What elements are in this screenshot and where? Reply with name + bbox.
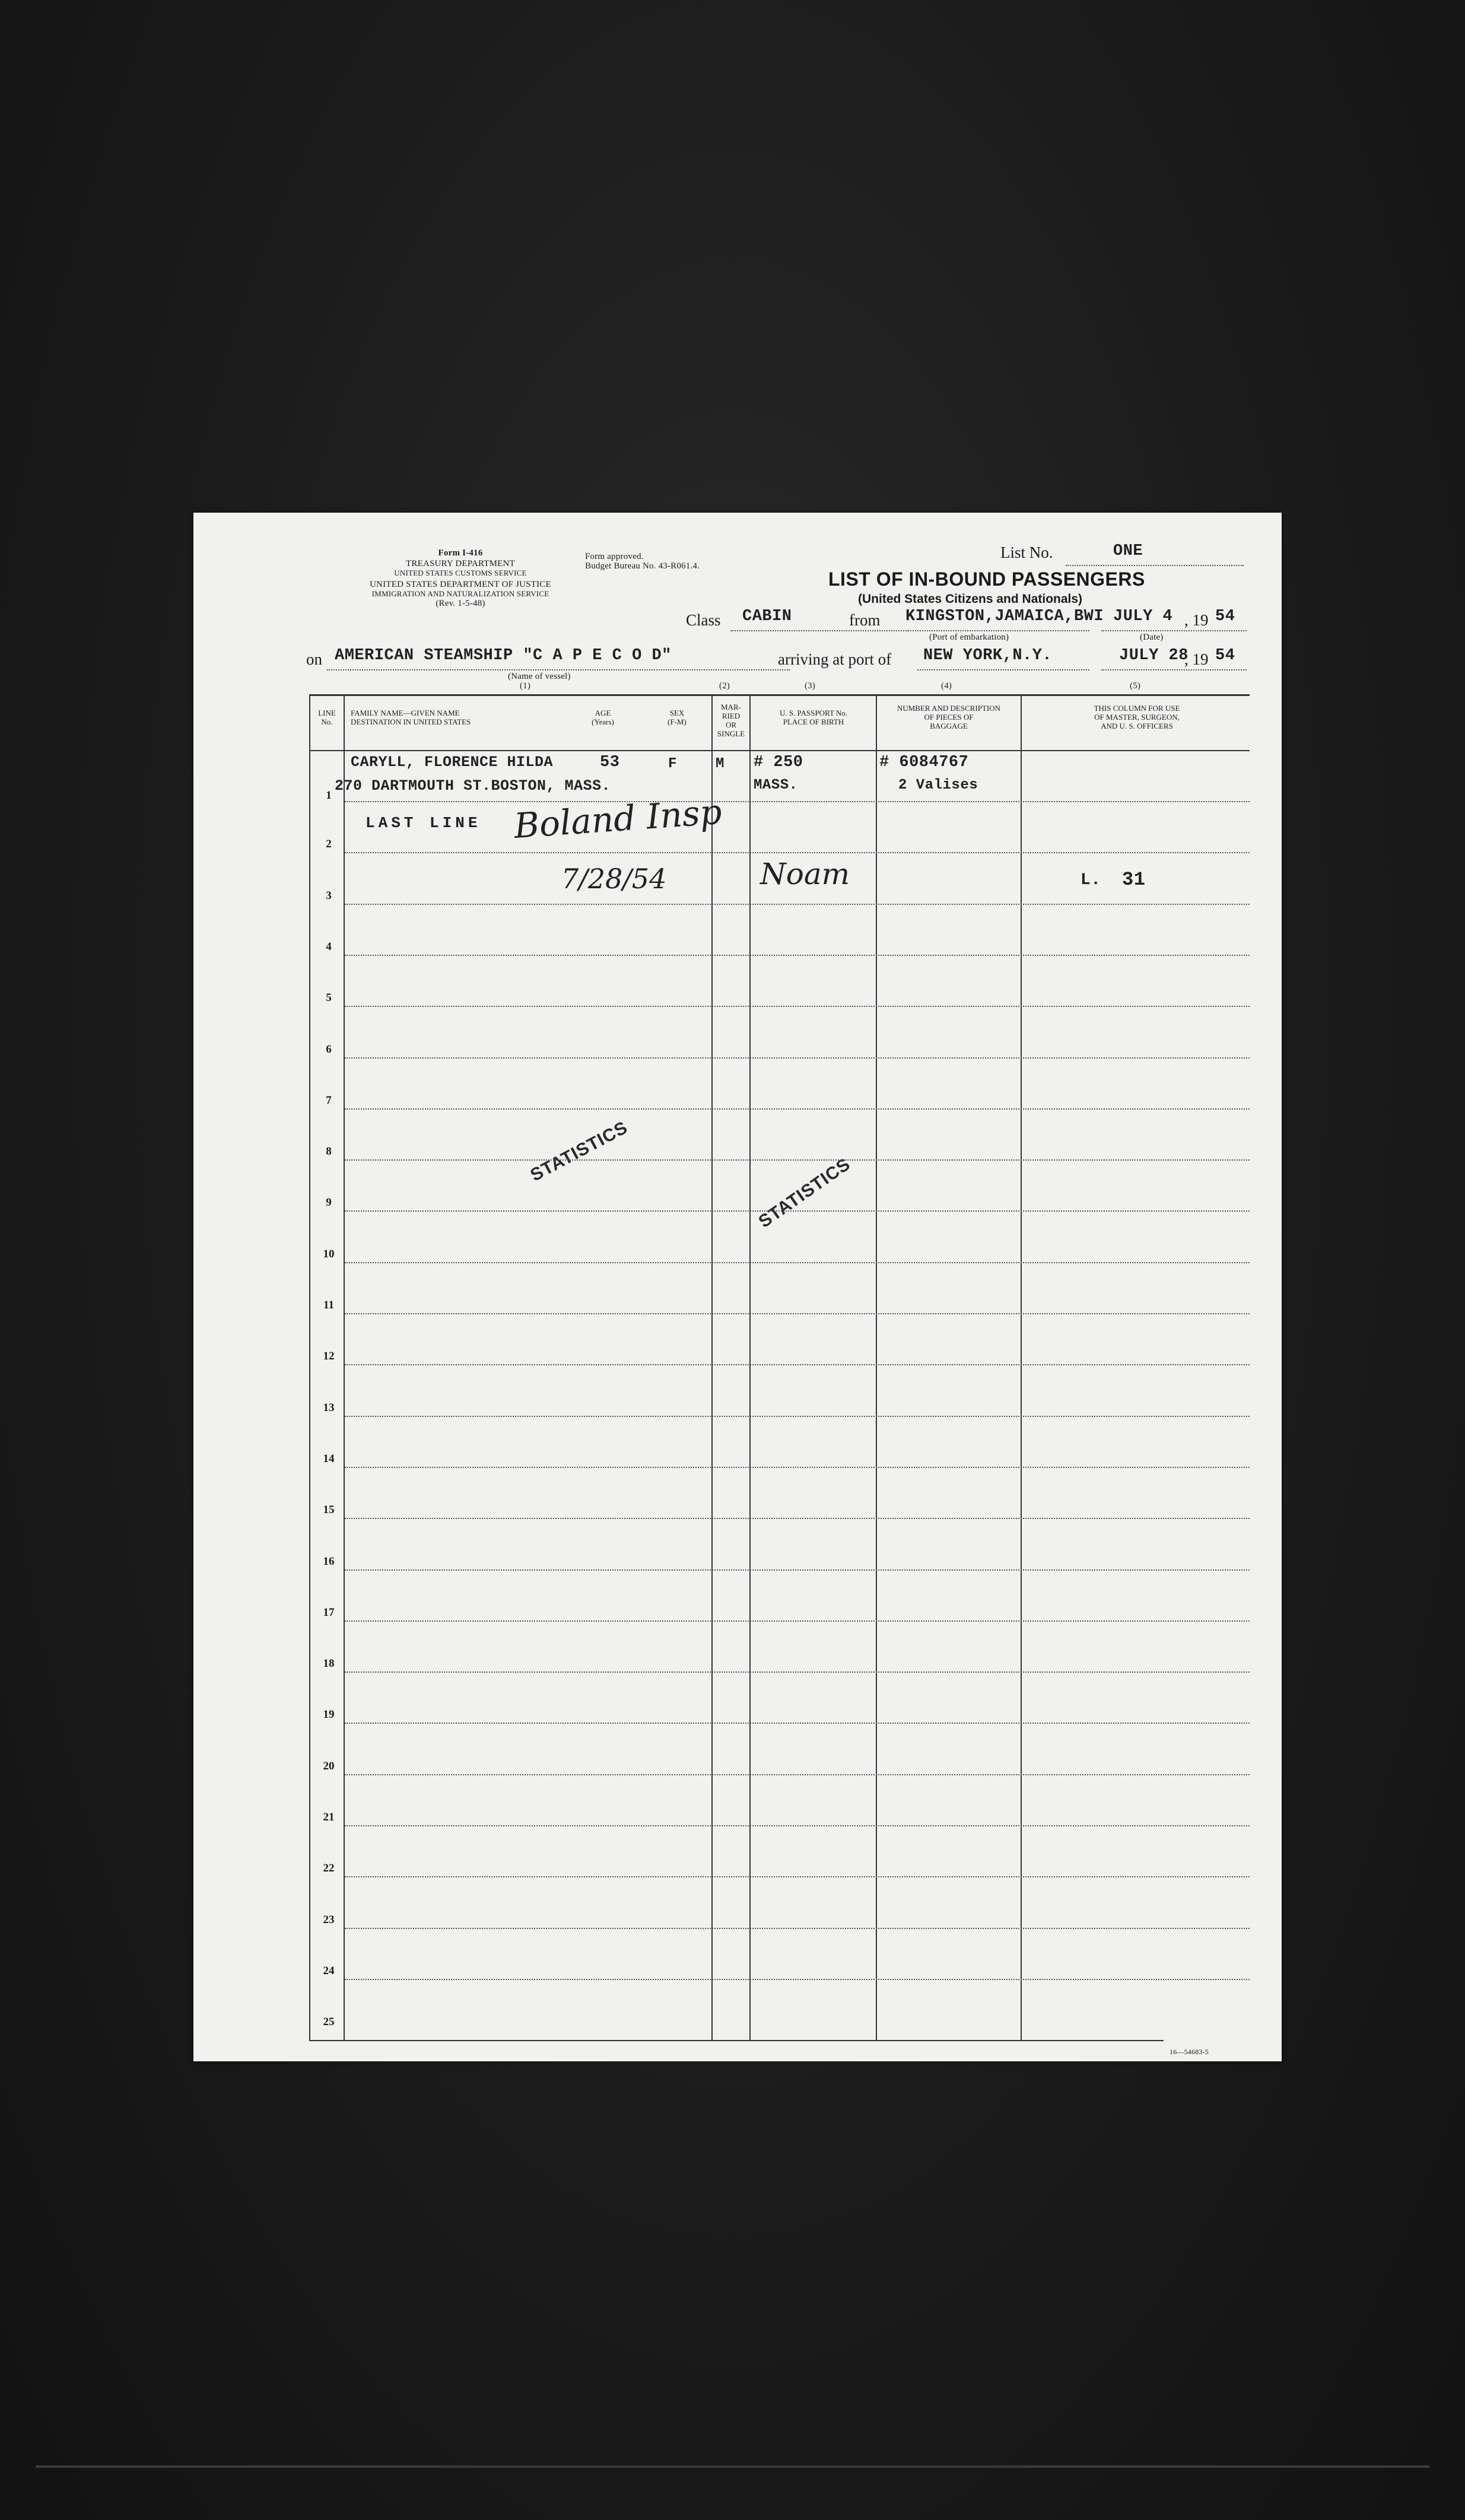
header-name: FAMILY NAME—GIVEN NAME DESTINATION IN UNITED STATES bbox=[351, 708, 471, 726]
from-label: from bbox=[849, 611, 881, 629]
row-rule bbox=[345, 801, 1250, 802]
header-sex: SEX (F-M) bbox=[668, 708, 687, 726]
header-line-no: LINE No. bbox=[318, 708, 336, 726]
header-officers: THIS COLUMN FOR USE OF MASTER, SURGEON, AND U. S. OFFICERS bbox=[1094, 704, 1180, 730]
row-number: 20 bbox=[323, 1759, 335, 1772]
department-treasury-sub: UNITED STATES CUSTOMS SERVICE bbox=[394, 568, 527, 577]
column-number-2: (2) bbox=[719, 681, 730, 691]
row-number: 17 bbox=[323, 1606, 335, 1619]
port-of-embarkation: KINGSTON,JAMAICA,BWI bbox=[905, 608, 1104, 625]
row-number: 25 bbox=[323, 2016, 335, 2029]
row-rule bbox=[345, 1671, 1250, 1673]
form-title: LIST OF IN-BOUND PASSENGERS bbox=[828, 568, 1145, 590]
vessel-caption: (Name of vessel) bbox=[508, 672, 571, 681]
row-rule bbox=[345, 1313, 1250, 1314]
last-line-marker: LAST LINE bbox=[366, 814, 481, 832]
row-rule bbox=[345, 904, 1250, 905]
departure-date: JULY 4 bbox=[1113, 608, 1173, 625]
passenger-age: 53 bbox=[600, 754, 620, 771]
row-number: 7 bbox=[326, 1094, 332, 1107]
list-no-value: ONE bbox=[1113, 542, 1143, 560]
arriving-label: arriving at port of bbox=[778, 650, 892, 668]
row-number: 8 bbox=[326, 1145, 332, 1158]
arrival-year: 54 bbox=[1215, 647, 1235, 665]
row-rule bbox=[345, 1364, 1250, 1365]
row-number: 13 bbox=[323, 1401, 335, 1414]
column-number-4: (4) bbox=[941, 681, 952, 691]
row-rule bbox=[345, 1876, 1250, 1877]
arrival-port-line bbox=[917, 669, 1089, 670]
class-value: CABIN bbox=[742, 608, 792, 625]
department-justice-sub: IMMIGRATION AND NATURALIZATION SERVICE bbox=[371, 589, 549, 598]
place-of-birth: MASS. bbox=[754, 777, 798, 793]
row-number: 22 bbox=[323, 1862, 335, 1875]
list-no-line bbox=[1066, 565, 1244, 566]
department-justice: UNITED STATES DEPARTMENT OF JUSTICE bbox=[370, 580, 551, 589]
on-label: on bbox=[306, 650, 322, 668]
header-married: MAR- RIED OR SINGLE bbox=[717, 703, 745, 738]
passenger-married: M bbox=[716, 756, 724, 772]
vessel-name: AMERICAN STEAMSHIP "C A P E C O D" bbox=[335, 647, 672, 665]
departure-year: 54 bbox=[1215, 608, 1235, 625]
row-number: 14 bbox=[323, 1452, 335, 1465]
form-number: Form I-416 bbox=[438, 548, 483, 558]
row-rule bbox=[345, 1928, 1250, 1929]
arrival-year-prefix: , 19 bbox=[1184, 650, 1209, 668]
class-label: Class bbox=[686, 611, 721, 629]
handwritten-date: 7/28/54 bbox=[561, 863, 667, 895]
row-rule bbox=[345, 1569, 1250, 1571]
row-rule bbox=[345, 1006, 1250, 1007]
baggage-description: 2 Valises bbox=[898, 777, 978, 793]
row-number: 2 bbox=[326, 838, 332, 851]
officer-note-prefix: L. bbox=[1081, 871, 1101, 889]
row-number: 1 bbox=[326, 789, 332, 802]
row-number: 23 bbox=[323, 1913, 335, 1926]
baggage-number: # 6084767 bbox=[879, 754, 969, 771]
column-divider bbox=[344, 694, 345, 2041]
header-age: AGE (Years) bbox=[592, 708, 614, 726]
passenger-name: CARYLL, FLORENCE HILDA bbox=[351, 754, 554, 771]
header-passport: U. S. PASSPORT No. PLACE OF BIRTH bbox=[779, 708, 848, 726]
form-approved: Form approved. bbox=[585, 552, 644, 561]
list-no-label: List No. bbox=[1000, 544, 1053, 561]
row-number: 24 bbox=[323, 1964, 335, 1977]
date-line bbox=[1101, 630, 1247, 631]
form-subtitle: (United States Citizens and Nationals) bbox=[858, 592, 1083, 606]
row-rule bbox=[345, 1979, 1250, 1980]
header-baggage: NUMBER AND DESCRIPTION OF PIECES OF BAGGAGE bbox=[897, 704, 1001, 730]
row-rule bbox=[345, 1518, 1250, 1519]
row-rule bbox=[345, 1774, 1250, 1775]
column-divider bbox=[876, 694, 877, 2041]
row-rule bbox=[345, 1723, 1250, 1724]
film-edge-line bbox=[36, 2465, 1429, 2468]
row-number: 5 bbox=[326, 992, 332, 1005]
footer-print-code: 16—54683-5 bbox=[1170, 2048, 1209, 2056]
row-number: 11 bbox=[323, 1299, 334, 1311]
passenger-list-form bbox=[193, 513, 1282, 2061]
from-line bbox=[894, 630, 1089, 631]
row-number: 10 bbox=[323, 1247, 335, 1260]
row-rule bbox=[345, 1467, 1250, 1468]
column-divider bbox=[1021, 694, 1022, 2041]
row-number: 16 bbox=[323, 1555, 335, 1568]
arrival-date-line bbox=[1101, 669, 1247, 670]
row-number: 18 bbox=[323, 1657, 335, 1670]
passport-number: # 250 bbox=[754, 754, 803, 771]
passenger-address: 270 DARTMOUTH ST.BOSTON, MASS. bbox=[335, 777, 611, 795]
row-rule bbox=[345, 1825, 1250, 1826]
row-rule bbox=[345, 1262, 1250, 1263]
passenger-sex: F bbox=[668, 756, 677, 772]
statistics-stamp: STATISTICS bbox=[527, 1117, 631, 1186]
column-number-3: (3) bbox=[805, 681, 816, 691]
row-number: 3 bbox=[326, 889, 332, 902]
table-left-border bbox=[309, 694, 310, 2041]
statistics-stamp: STATISTICS bbox=[755, 1154, 854, 1232]
column-number-5: (5) bbox=[1130, 681, 1141, 691]
arrival-port: NEW YORK,N.Y. bbox=[923, 647, 1053, 665]
row-rule bbox=[345, 852, 1250, 853]
row-number: 4 bbox=[326, 940, 332, 953]
port-embarkation-caption: (Port of embarkation) bbox=[929, 633, 1009, 642]
budget-bureau-number: Budget Bureau No. 43-R061.4. bbox=[585, 561, 700, 571]
table-header-border bbox=[309, 750, 1250, 751]
arrival-date: JULY 28 bbox=[1119, 647, 1188, 665]
row-rule bbox=[345, 1108, 1250, 1110]
column-divider bbox=[711, 694, 713, 2041]
form-revision: (Rev. 1-5-48) bbox=[436, 599, 485, 608]
inspector-signature: Boland Insp bbox=[513, 791, 723, 847]
class-line bbox=[730, 630, 908, 631]
row-rule bbox=[345, 1159, 1250, 1161]
row-number: 12 bbox=[323, 1350, 335, 1363]
column-divider bbox=[749, 694, 751, 2041]
table-bottom-border bbox=[309, 2040, 1164, 2041]
row-number: 19 bbox=[323, 1708, 335, 1721]
row-rule bbox=[345, 1620, 1250, 1622]
table-top-border bbox=[309, 694, 1250, 696]
vessel-line bbox=[327, 669, 790, 670]
column-number-1: (1) bbox=[520, 681, 531, 691]
row-number: 21 bbox=[323, 1811, 335, 1823]
row-number: 6 bbox=[326, 1043, 332, 1056]
row-number: 9 bbox=[326, 1196, 332, 1209]
row-rule bbox=[345, 1416, 1250, 1417]
departure-year-prefix: , 19 bbox=[1184, 611, 1209, 629]
row-rule bbox=[345, 1210, 1250, 1212]
row-number: 15 bbox=[323, 1504, 335, 1517]
officer-note-value: 31 bbox=[1122, 869, 1146, 891]
row-rule bbox=[345, 955, 1250, 956]
department-treasury: TREASURY DEPARTMENT bbox=[406, 559, 515, 568]
date-caption: (Date) bbox=[1140, 633, 1164, 642]
row-rule bbox=[345, 1057, 1250, 1059]
handwritten-initials: Noam bbox=[760, 857, 850, 891]
